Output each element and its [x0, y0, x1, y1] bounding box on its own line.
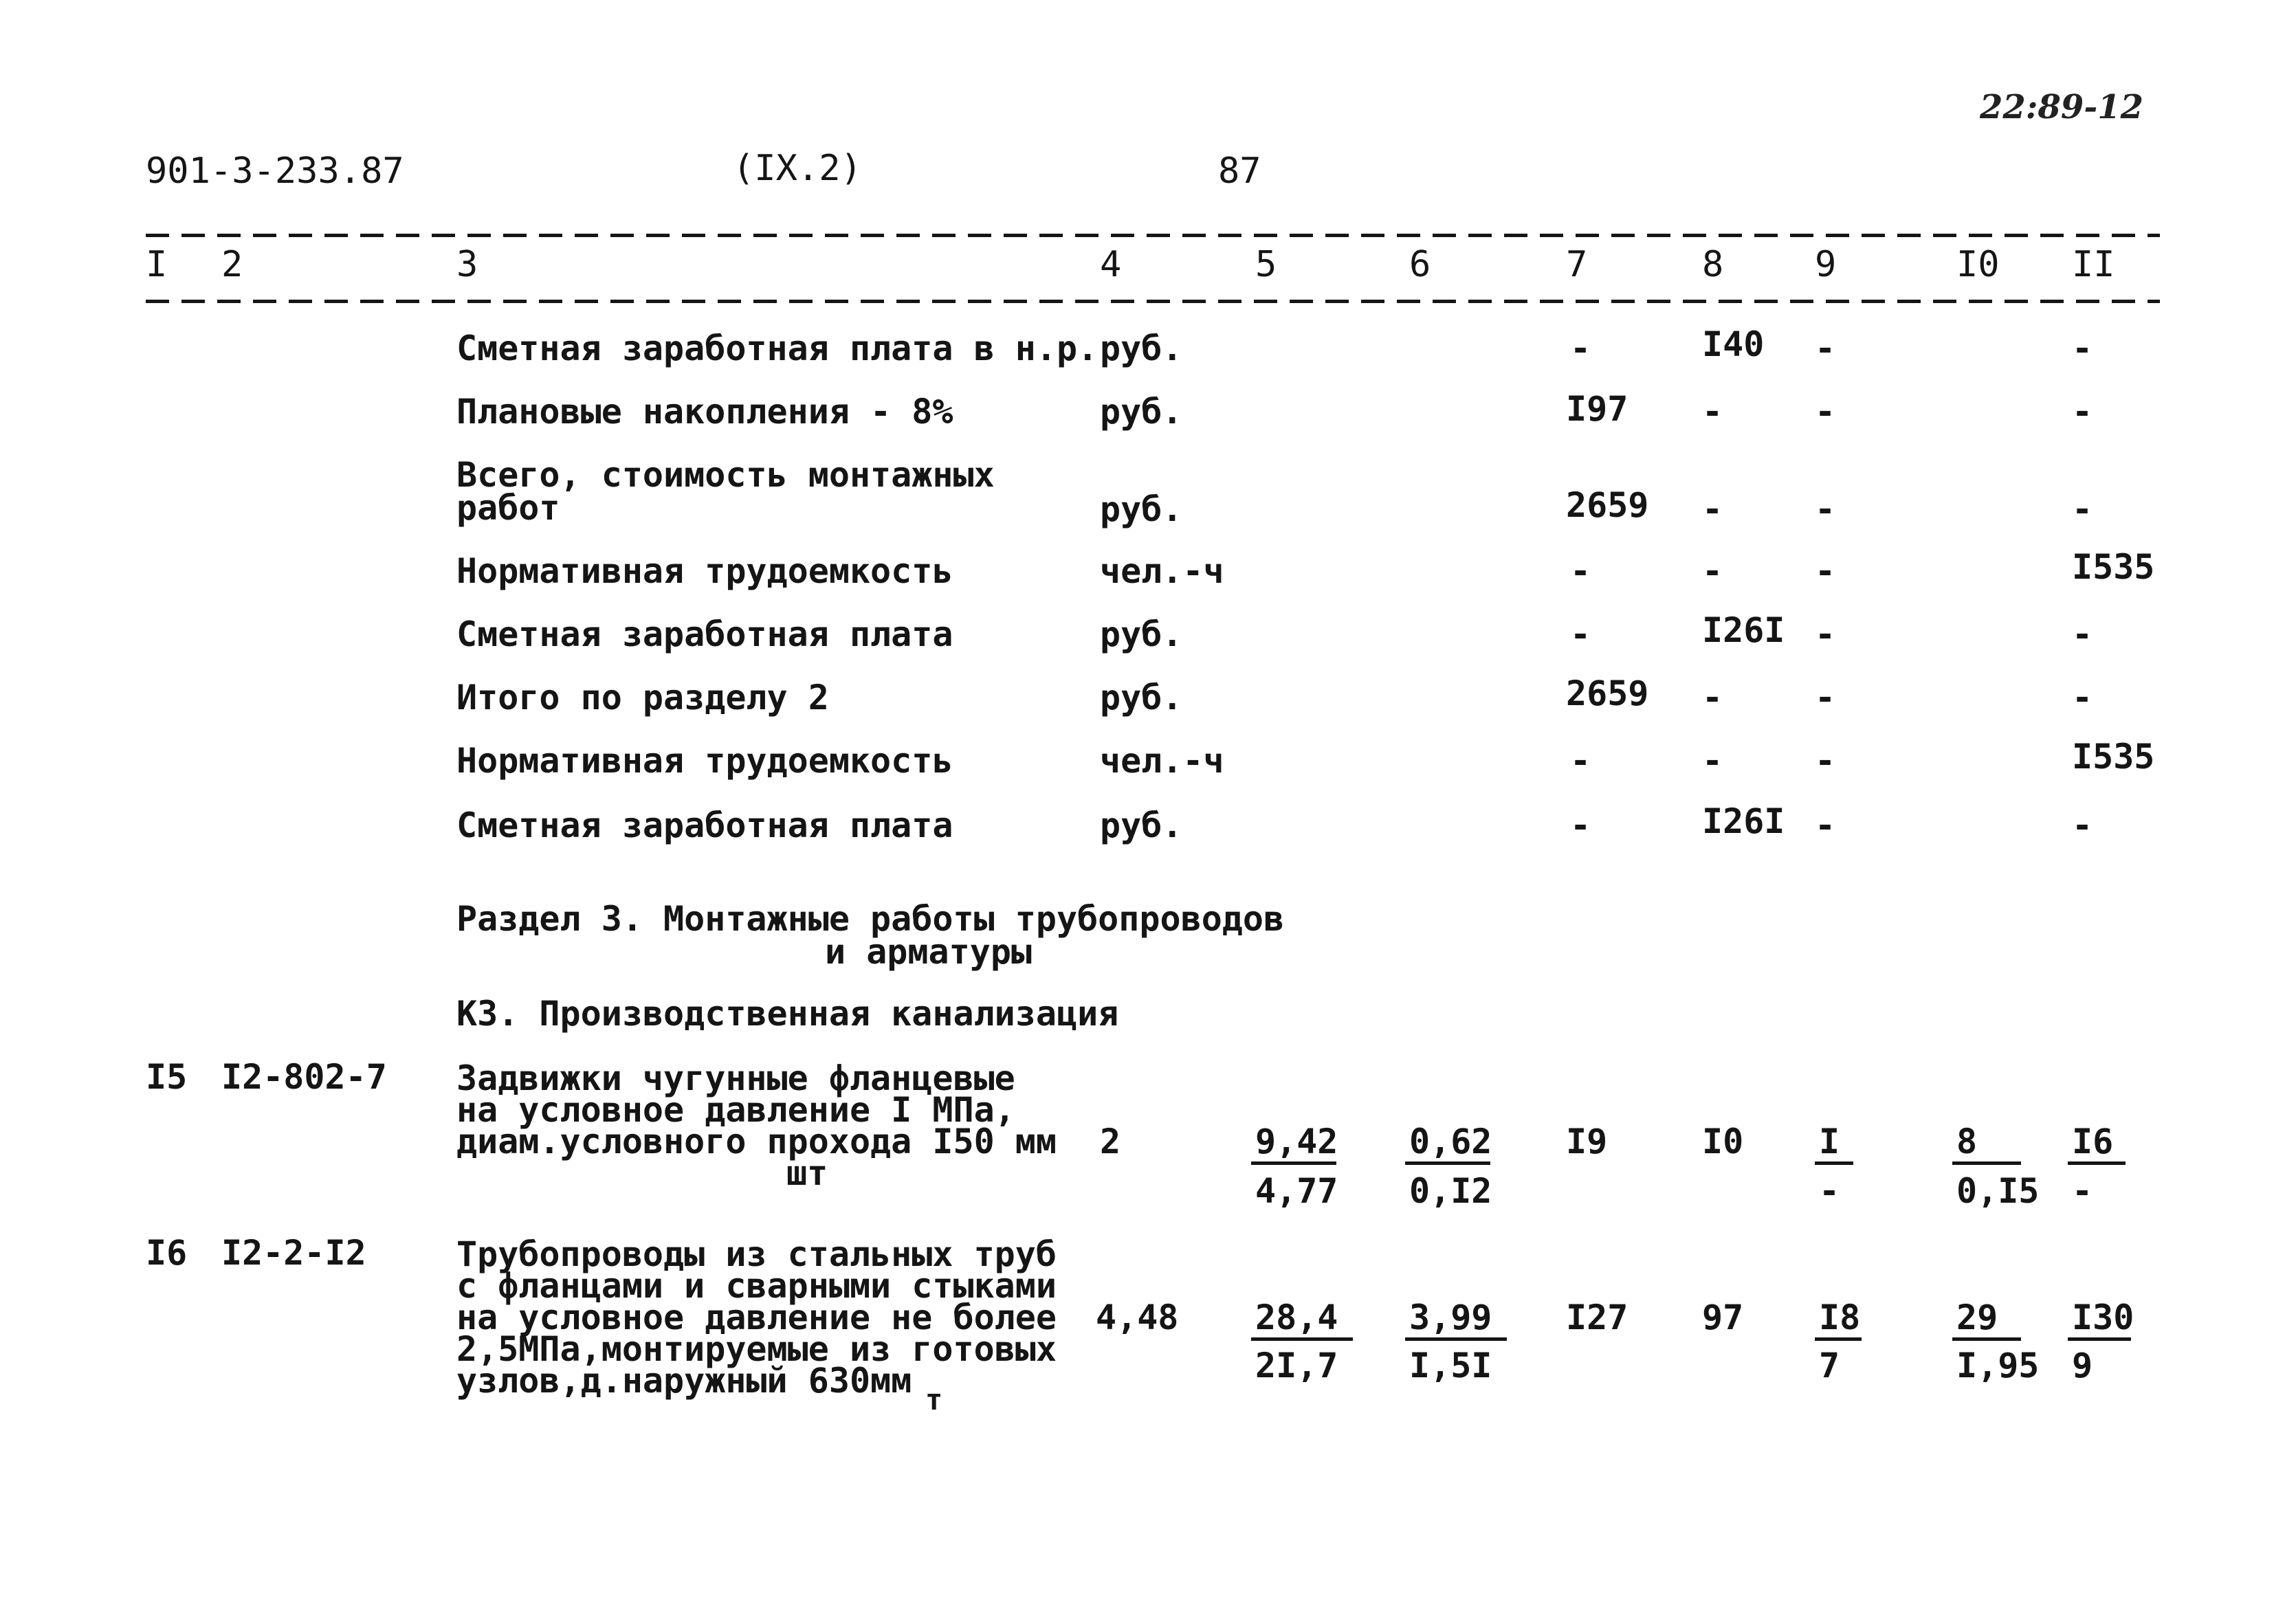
row-col11: - [2072, 614, 2093, 654]
row-col8: I40 [1702, 324, 1765, 364]
item-col7: I9 [1566, 1122, 1608, 1161]
row-col7: - [1570, 805, 1591, 845]
col-header-8: 8 [1702, 244, 1724, 285]
item-quantity: 2 [1100, 1122, 1121, 1161]
page-number: 87 [1218, 151, 1261, 192]
row-unit: чел.-ч [1100, 551, 1224, 591]
row-unit: руб. [1100, 329, 1183, 368]
row-col8: - [1702, 551, 1723, 591]
row-col11: - [2072, 489, 2093, 529]
row-label: Сметная заработная плата [456, 614, 953, 654]
row-col11: - [2072, 678, 2093, 718]
item-description: 2,5МПа,монтируемые из готовых [456, 1329, 1057, 1369]
item-col7: I27 [1566, 1298, 1629, 1337]
item-col8: 97 [1702, 1298, 1744, 1337]
item-description: Трубопроводы из стальных труб [456, 1234, 1057, 1274]
row-col11: I535 [2072, 737, 2155, 777]
item-col10-top: 8 [1956, 1122, 1978, 1161]
row-col11: - [2072, 805, 2093, 845]
col-header-5: 5 [1255, 244, 1277, 285]
col-header-11: II [2072, 244, 2115, 285]
row-unit: руб. [1100, 392, 1183, 432]
item-col5-bottom: 4,77 [1255, 1171, 1338, 1211]
row-col8: - [1702, 678, 1723, 718]
item-col11-top: I30 [2072, 1298, 2134, 1337]
row-col7: - [1570, 741, 1591, 781]
col-header-1: I [146, 244, 168, 285]
col-header-7: 7 [1566, 244, 1588, 285]
item-col5-top: 9,42 [1255, 1122, 1338, 1161]
row-label: Всего, стоимость монтажных [456, 455, 995, 495]
fraction-bar [1952, 1337, 2021, 1341]
item-col11-bottom: - [2072, 1171, 2093, 1211]
row-label: Нормативная трудоемкость [456, 741, 953, 781]
row-col9: - [1815, 678, 1836, 718]
fraction-bar [1251, 1161, 1336, 1165]
row-col7: - [1570, 551, 1591, 591]
col-header-2: 2 [221, 244, 243, 285]
row-unit: чел.-ч [1100, 741, 1224, 781]
handwritten-stamp: 22:89-12 [1980, 88, 2144, 126]
row-col11: - [2072, 329, 2093, 368]
row-label: Плановые накопления - 8% [456, 392, 953, 432]
row-col8: I26I [1702, 610, 1785, 650]
row-col9: - [1815, 805, 1836, 845]
row-label: Итого по разделу 2 [456, 678, 829, 718]
row-col9: - [1815, 392, 1836, 432]
row-label: Сметная заработная плата в н.р. [456, 329, 1099, 368]
row-unit: руб. [1100, 489, 1183, 529]
row-col9: - [1815, 329, 1836, 368]
fraction-bar [1952, 1161, 2021, 1165]
item-code: I2-2-I2 [221, 1233, 366, 1273]
item-col11-top: I6 [2072, 1122, 2114, 1161]
row-col11: I535 [2072, 547, 2155, 587]
item-description: Задвижки чугунные фланцевые [456, 1058, 1015, 1098]
item-col10-bottom: 0,I5 [1956, 1171, 2040, 1211]
row-unit: руб. [1100, 678, 1183, 718]
fraction-bar [1815, 1161, 1853, 1165]
row-col8: - [1702, 489, 1723, 529]
item-description: диам.условного прохода I50 мм [456, 1122, 1057, 1161]
header-bottom-rule [146, 300, 2160, 303]
item-col9-bottom: - [1819, 1171, 1840, 1211]
row-col9: - [1815, 614, 1836, 654]
item-col5-bottom: 2I,7 [1255, 1346, 1338, 1386]
col-header-9: 9 [1815, 244, 1837, 285]
section-number: (IX.2) [733, 148, 862, 189]
fraction-bar [1405, 1337, 1507, 1341]
row-label: Нормативная трудоемкость [456, 551, 953, 591]
row-col9: - [1815, 741, 1836, 781]
item-col6-top: 3,99 [1409, 1298, 1492, 1337]
fraction-bar [2068, 1337, 2131, 1341]
section-subtitle: К3. Производственная канализация [456, 994, 1119, 1034]
row-unit: руб. [1100, 614, 1183, 654]
item-code: I2-802-7 [221, 1057, 387, 1097]
row-label: Сметная заработная плата [456, 805, 953, 845]
fraction-bar [1815, 1337, 1862, 1341]
item-quantity: 4,48 [1096, 1298, 1179, 1337]
row-col7: - [1570, 329, 1591, 368]
item-description: с фланцами и сварными стыками [456, 1266, 1057, 1306]
row-unit: руб. [1100, 805, 1183, 845]
item-col9-top: I [1819, 1122, 1840, 1161]
col-header-6: 6 [1409, 244, 1431, 285]
row-col8: - [1702, 392, 1723, 432]
fraction-bar [2068, 1161, 2126, 1165]
item-col6-bottom: I,5I [1409, 1346, 1492, 1386]
document-code: 901-3-233.87 [146, 151, 404, 192]
row-col9: - [1815, 489, 1836, 529]
col-header-4: 4 [1100, 244, 1122, 285]
row-col7: 2659 [1566, 674, 1649, 713]
fraction-bar [1405, 1161, 1490, 1165]
item-description: на условное давление не более [456, 1298, 1057, 1337]
item-col5-top: 28,4 [1255, 1298, 1338, 1337]
row-label-cont: работ [456, 488, 560, 528]
item-col6-top: 0,62 [1409, 1122, 1492, 1161]
row-col9: - [1815, 551, 1836, 591]
item-col10-bottom: I,95 [1956, 1346, 2040, 1386]
item-col9-bottom: 7 [1819, 1346, 1840, 1386]
item-description: на условное давление I МПа, [456, 1090, 1015, 1130]
item-col10-top: 29 [1956, 1298, 1998, 1337]
header-top-rule [146, 234, 2160, 237]
row-col8: - [1702, 741, 1723, 781]
section-title-cont: и арматуры [825, 932, 1033, 972]
col-header-10: I0 [1956, 244, 2000, 285]
item-number: I5 [146, 1057, 188, 1097]
item-col9-top: I8 [1819, 1298, 1861, 1337]
section-title: Раздел 3. Монтажные работы трубопроводов [456, 899, 1285, 939]
row-col11: - [2072, 392, 2093, 432]
row-col8: I26I [1702, 801, 1785, 841]
item-unit: т [925, 1383, 943, 1416]
item-col6-bottom: 0,I2 [1409, 1171, 1492, 1211]
item-col8: I0 [1702, 1122, 1744, 1161]
item-unit: шт [786, 1153, 828, 1193]
row-col7: I97 [1566, 389, 1629, 429]
item-col11-bottom: 9 [2072, 1346, 2093, 1386]
col-header-3: 3 [456, 244, 478, 285]
fraction-bar [1251, 1337, 1353, 1341]
item-number: I6 [146, 1233, 188, 1273]
row-col7: 2659 [1566, 485, 1649, 525]
row-col7: - [1570, 614, 1591, 654]
item-description: узлов,д.наружный 630мм [456, 1361, 912, 1401]
